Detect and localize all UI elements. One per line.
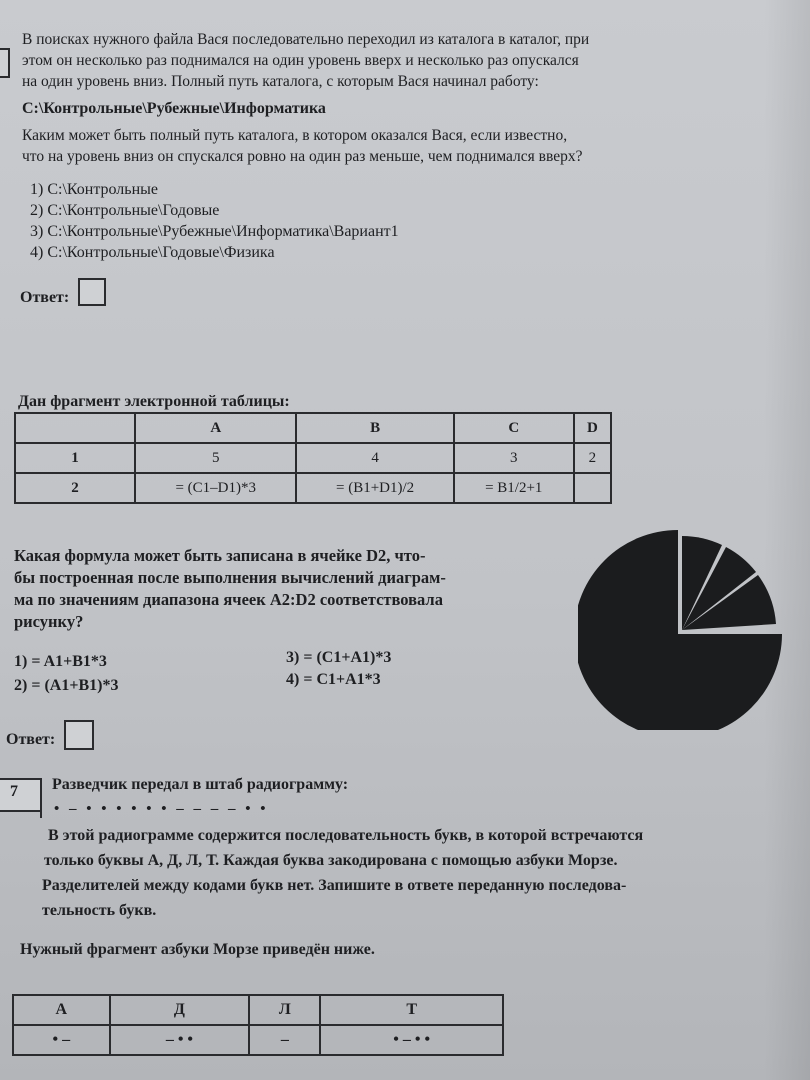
morse-code-d: – • • — [110, 1025, 250, 1055]
q-dir-line-3: на один уровень вниз. Полный путь каталога, с которым Вася начинал работу: — [22, 73, 539, 90]
sheet-cell-b2: = (B1+D1)/2 — [296, 473, 453, 503]
q-dir-question-1: Каким может быть полный путь каталога, в котором оказался Вася, если известно, — [22, 127, 568, 144]
morse-letter-a: А — [13, 995, 110, 1025]
q-dir-line-2: этом он несколько раз поднимался на один уровень вверх и несколько раз опускался — [22, 52, 579, 69]
q7-text-line-3: Разделителей между кодами букв нет. Запишите в ответе переданную последова- — [42, 877, 627, 894]
sheet-cell-c1: 3 — [454, 443, 574, 473]
q-sheet-question-2: бы построенная после выполнения вычислений диаграм- — [14, 568, 446, 587]
sheet-cell-d2 — [574, 473, 611, 503]
morse-letter-d: Д — [110, 995, 250, 1025]
q7-text-line-1: В этой радиограмме содержится последовательность букв, в которой встречаются — [48, 827, 644, 844]
q-sheet-question-1: Какая формула может быть записана в ячейке D2, что- — [14, 546, 426, 565]
q7-intro: Разведчик передал в штаб радиограмму: — [52, 776, 349, 793]
q7-number: 7 — [10, 783, 18, 800]
q7-divider — [40, 782, 42, 818]
sheet-cell-d1: 2 — [574, 443, 611, 473]
sheet-cell-b1: 4 — [296, 443, 453, 473]
q-sheet-intro: Дан фрагмент электронной таблицы: — [18, 393, 290, 410]
morse-letter-t: Т — [320, 995, 503, 1025]
q-dir-answer-box[interactable] — [78, 278, 106, 306]
sheet-row-1 — [15, 443, 611, 473]
sheet-col-c: C — [454, 413, 574, 443]
morse-table — [12, 994, 504, 1056]
q-dir-start-path: C:\Контрольные\Рубежные\Информатика — [22, 100, 326, 117]
morse-letters-row — [13, 995, 503, 1025]
q-sheet-answer-box[interactable] — [64, 720, 94, 750]
morse-code-a: • – — [13, 1025, 110, 1055]
q-sheet-option-4: 4) = C1+A1*3 — [286, 671, 381, 688]
question-number-box — [0, 48, 10, 78]
q7-radiogram-message: • – • • • • • • – – – – • • — [54, 801, 269, 817]
q7-text-line-2: только буквы А, Д, Л, Т. Каждая буква закодирована с помощью азбуки Морзе. — [44, 852, 618, 869]
pie-large-slice — [578, 530, 782, 730]
sheet-col-d: D — [574, 413, 611, 443]
q-sheet-option-1: 1) = A1+B1*3 — [14, 653, 107, 670]
sheet-row-2 — [15, 473, 611, 503]
q-sheet-question-4: рисунку? — [14, 612, 84, 631]
q-dir-question-2: что на уровень вниз он спускался ровно на один раз меньше, чем поднимался вверх? — [22, 148, 583, 165]
q7-text-line-4: тельность букв. — [42, 902, 157, 919]
sheet-cell-a2: = (C1–D1)*3 — [135, 473, 296, 503]
morse-codes-row — [13, 1025, 503, 1055]
q-sheet-question-3: ма по значениям диапазона ячеек A2:D2 соответствовала — [14, 590, 443, 609]
q-dir-line-1: В поисках нужного файла Вася последовательно переходил из каталога в каталог, при — [22, 31, 590, 48]
sheet-cell-c2: = B1/2+1 — [454, 473, 574, 503]
q7-number-box — [0, 778, 42, 812]
q-dir-answer-label: Ответ: — [20, 289, 70, 306]
morse-letter-l: Л — [249, 995, 320, 1025]
sheet-corner-cell — [15, 413, 135, 443]
sheet-row-2-header: 2 — [15, 473, 135, 503]
q-sheet-option-2: 2) = (A1+B1)*3 — [14, 677, 119, 694]
q-sheet-option-3: 3) = (C1+A1)*3 — [286, 649, 392, 666]
sheet-header-row — [15, 413, 611, 443]
sheet-col-b: B — [296, 413, 453, 443]
spreadsheet-table — [14, 412, 612, 504]
morse-code-t: • – • • — [320, 1025, 503, 1055]
sheet-row-1-header: 1 — [15, 443, 135, 473]
q-dir-option-2: 2) C:\Контрольные\Годовые — [30, 202, 220, 219]
q-dir-option-4: 4) C:\Контрольные\Годовые\Физика — [30, 244, 275, 261]
sheet-col-a: A — [135, 413, 296, 443]
q-dir-option-3: 3) C:\Контрольные\Рубежные\Информатика\Вариант1 — [30, 223, 399, 240]
q-dir-option-1: 1) C:\Контрольные — [30, 181, 158, 198]
q7-fragment-note: Нужный фрагмент азбуки Морзе приведён ниже. — [20, 941, 375, 958]
sheet-cell-a1: 5 — [135, 443, 296, 473]
q-sheet-answer-label: Ответ: — [6, 731, 56, 748]
morse-code-l: – — [249, 1025, 320, 1055]
pie-chart — [578, 530, 810, 730]
